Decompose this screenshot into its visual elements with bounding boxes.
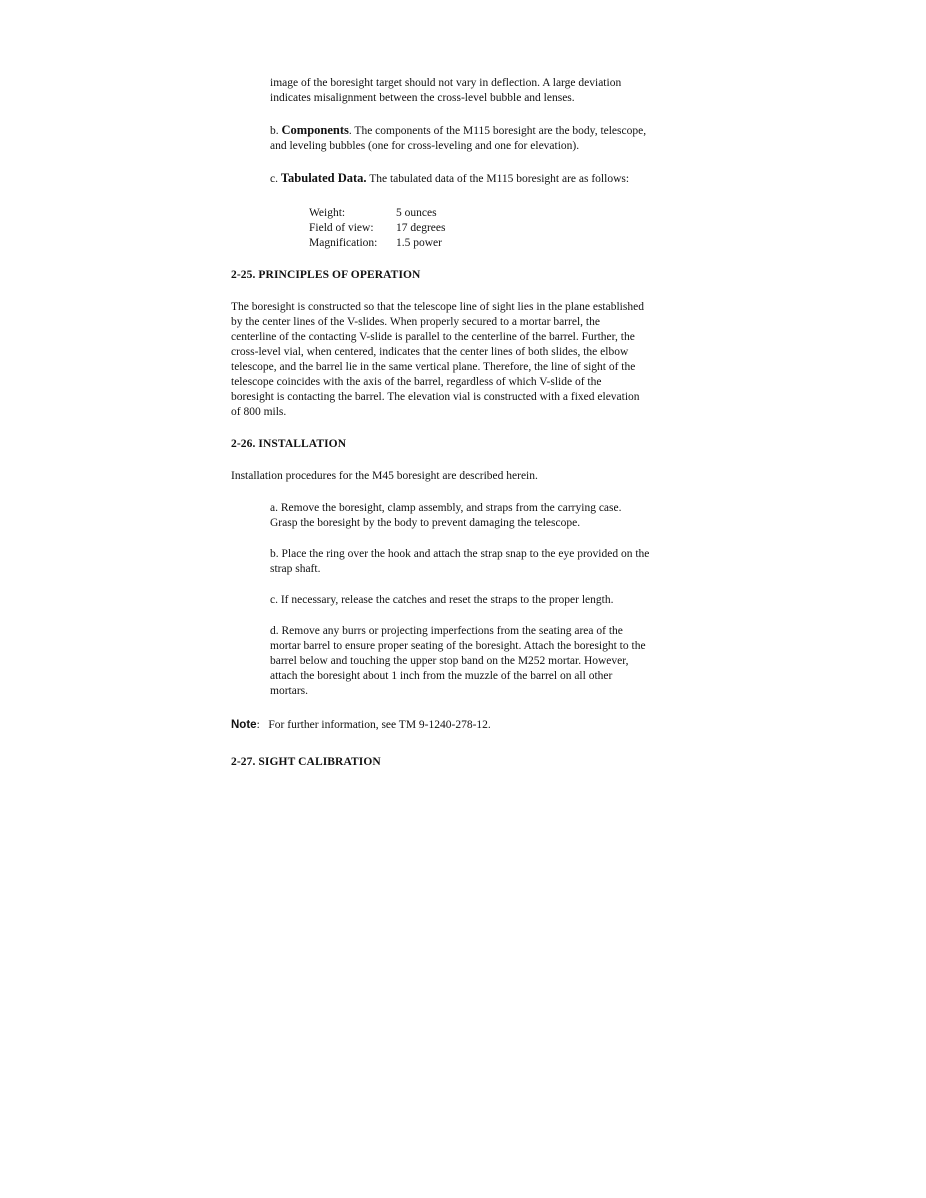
installation-step-a xyxy=(270,501,701,531)
table-label: Weight: xyxy=(309,207,346,219)
tabulated-paragraph xyxy=(270,171,701,187)
table-value: 5 ounces xyxy=(396,207,437,219)
table-row xyxy=(309,236,446,251)
principles-line: centerline of the contacting V-slide is parallel to the centerline of the barrel. Further, the xyxy=(231,331,635,343)
installation-step-c xyxy=(270,593,701,608)
principles-line: boresight is contacting the barrel. The elevation vial is constructed with a fixed elevation xyxy=(231,391,640,403)
principles-line: telescope coincides with the axis of the barrel, regardless of which V-slide of the xyxy=(231,376,602,388)
principles-line: cross-level vial, when centered, indicates that the center lines of both slides, the elbow xyxy=(231,346,629,358)
principles-line: telescope, and the barrel lie in the same vertical plane. Therefore, the line of sight of the xyxy=(231,361,636,373)
step-line: attach the boresight about 1 inch from the muzzle of the barrel on all other xyxy=(270,670,613,682)
installation-intro: Installation procedures for the M45 boresight are described herein. xyxy=(231,470,538,482)
principles-line: of 800 mils. xyxy=(231,406,287,418)
table-label: Field of view: xyxy=(309,222,374,234)
section-heading-2-25: 2-25. PRINCIPLES OF OPERATION xyxy=(231,269,421,281)
components-title: Components xyxy=(281,123,349,137)
tabulated-prefix: c. xyxy=(270,173,281,185)
step-line: a. Remove the boresight, clamp assembly, and straps from the carrying case. xyxy=(270,502,622,514)
note-label: Note xyxy=(231,719,257,731)
step-line: mortars. xyxy=(270,685,309,697)
continuation-line: indicates misalignment between the cross-level bubble and lenses. xyxy=(270,92,575,104)
continuation-paragraph xyxy=(270,76,701,106)
installation-step-d xyxy=(270,624,701,699)
step-line: b. Place the ring over the hook and attach the strap snap to the eye provided on the xyxy=(270,548,650,560)
table-value: 17 degrees xyxy=(396,222,446,234)
principles-line: The boresight is constructed so that the telescope line of sight lies in the plane established xyxy=(231,301,644,313)
components-prefix: b. xyxy=(270,125,282,137)
tabulated-title: Tabulated Data. xyxy=(280,171,367,185)
table-label: Magnification: xyxy=(309,237,378,249)
document-page xyxy=(231,76,701,770)
principles-line: by the center lines of the V-slides. When properly secured to a mortar barrel, the xyxy=(231,316,600,328)
step-line: c. If necessary, release the catches and reset the straps to the proper length. xyxy=(270,594,614,606)
table-row xyxy=(309,221,446,236)
step-line: barrel below and touching the upper stop band on the M252 mortar. However, xyxy=(270,655,629,667)
section-heading-2-26: 2-26. INSTALLATION xyxy=(231,438,347,450)
continuation-line: image of the boresight target should not vary in deflection. A large deviation xyxy=(270,77,622,89)
step-line: mortar barrel to ensure proper seating of the boresight. Attach the boresight to the xyxy=(270,640,646,652)
tabulated-text: The tabulated data of the M115 boresight are as follows: xyxy=(366,173,630,185)
section-heading-2-27: 2-27. SIGHT CALIBRATION xyxy=(231,756,381,768)
note-text: : For further information, see TM 9-1240-278-12. xyxy=(256,719,491,731)
principles-paragraph xyxy=(231,300,701,420)
components-paragraph xyxy=(270,123,701,154)
table-value: 1.5 power xyxy=(396,237,442,249)
table-row xyxy=(309,206,446,221)
components-line: and leveling bubbles (one for cross-leveling and one for elevation). xyxy=(270,140,580,152)
step-line: strap shaft. xyxy=(270,563,321,575)
step-line: d. Remove any burrs or projecting imperfections from the seating area of the xyxy=(270,625,623,637)
tabulated-data-table xyxy=(309,206,446,251)
step-line: Grasp the boresight by the body to prevent damaging the telescope. xyxy=(270,517,581,529)
components-line: . The components of the M115 boresight are the body, telescope, xyxy=(348,125,647,137)
note-paragraph xyxy=(231,718,701,733)
installation-step-b xyxy=(270,547,701,577)
